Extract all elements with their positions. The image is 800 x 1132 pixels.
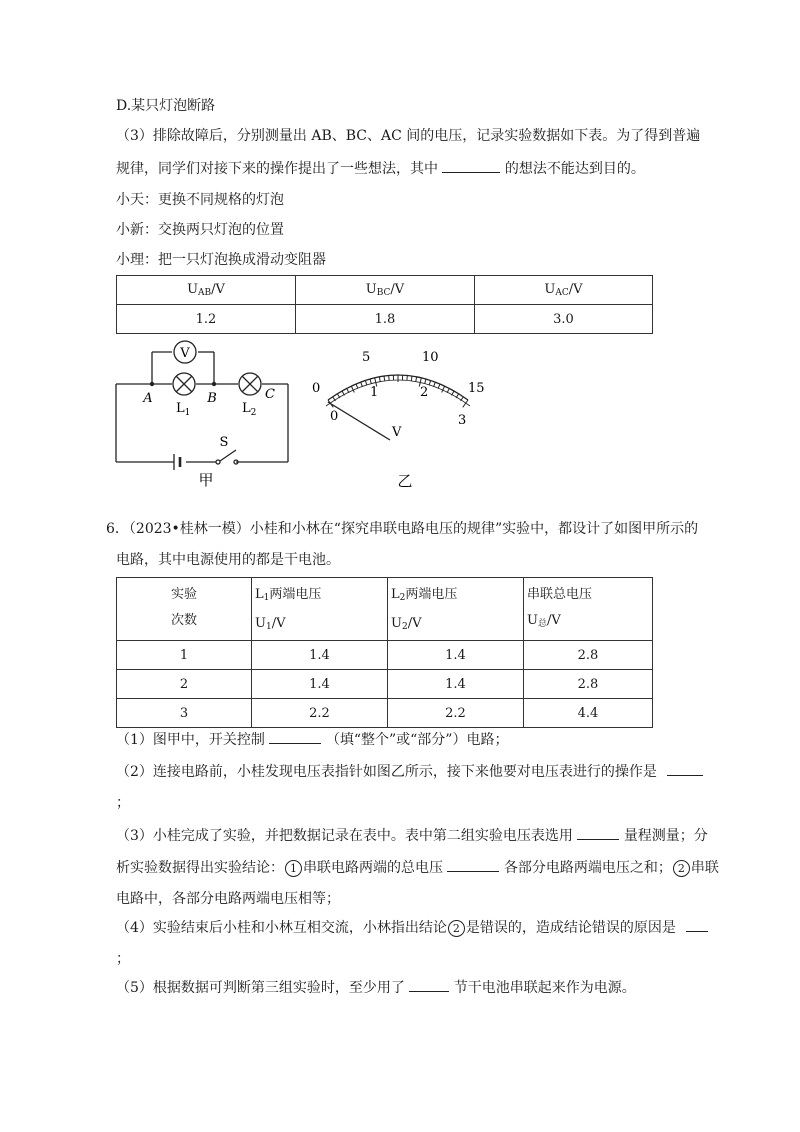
dial-tick <box>361 382 363 387</box>
q6-part4-text-a: （4）实验结束后小桂和小林互相交流，小林指出结论 <box>116 920 447 936</box>
voltmeter-label: V <box>180 346 190 361</box>
answer-blank[interactable] <box>667 761 703 776</box>
circled-number-1: 1 <box>285 860 302 877</box>
lower-scale-3: 3 <box>458 413 467 428</box>
q6-part5 <box>116 977 636 998</box>
header-trial: 实验 次数 <box>117 578 252 641</box>
circled-number-2: 2 <box>673 860 690 877</box>
dial-tick <box>442 386 445 392</box>
q6-part5-text-a: （5）根据数据可判断第三组实验时，至少用了 <box>116 980 405 996</box>
circuit-diagram <box>108 336 298 488</box>
utotal-cell: 4.4 <box>524 699 653 728</box>
q6-part3-line3: 电路中，各部分电路两端电压相等； <box>116 891 340 907</box>
lower-scale-2: 2 <box>420 385 429 400</box>
utotal-cell: 2.8 <box>524 670 653 699</box>
dial-tick <box>356 384 358 389</box>
header-uac: $U_{AC}/V$ <box>475 276 653 305</box>
q6-part3-text-a: （3）小桂完成了实验，并把数据记录在表中。表中第二组实验电压表选用 <box>116 828 573 844</box>
voltage-table-q5 <box>116 275 653 334</box>
lower-scale-0: 0 <box>330 409 339 424</box>
table-header-row <box>117 276 653 305</box>
answer-blank[interactable] <box>447 857 499 872</box>
dial-tick <box>438 384 440 389</box>
header-total: 串联总电压 $U_总/V$ <box>524 578 653 641</box>
u1-cell: 2.2 <box>252 699 388 728</box>
table-row <box>117 699 653 728</box>
q6-part4-semicolon: ； <box>116 951 130 967</box>
header-ubc: $U_{BC}/V$ <box>296 276 475 305</box>
q6-part3-line2 <box>116 857 719 878</box>
option-d: D.某只灯泡断路 <box>116 98 216 114</box>
q6-intro-line1: 6．（2023•桂林一模）小桂和小林在“探究串联电路电压的规律”实验中，都设计了如图甲所示的 <box>106 521 699 537</box>
header-l2: $L_2$两端电压 $U_2/V$ <box>388 578 524 641</box>
dial-tick <box>351 386 354 392</box>
upper-scale-5: 5 <box>362 350 371 365</box>
idea-1: 小天：更换不同规格的灯泡 <box>116 192 284 208</box>
upper-scale-0: 0 <box>312 381 321 396</box>
table-row <box>117 670 653 699</box>
upper-scale-10: 10 <box>422 350 439 365</box>
dial-tick <box>434 382 436 387</box>
q6-part3-text-c: 析实验数据得出实验结论： <box>116 860 284 876</box>
dial-tick <box>411 376 412 381</box>
point-a-label: A <box>143 391 153 406</box>
header-uab: $U_{AB}/V$ <box>117 276 296 305</box>
q5-part3-text-b: 的想法不能达到目的。 <box>504 161 645 177</box>
point-c-label: C <box>265 387 275 402</box>
lower-scale-1: 1 <box>370 385 379 400</box>
figure-jia-label: 甲 <box>198 471 214 488</box>
dial-tick <box>429 380 431 385</box>
idea-3: 小理：把一只灯泡换成滑动变阻器 <box>116 252 326 268</box>
dial-tick <box>365 380 367 385</box>
q6-part2-semicolon: ； <box>116 795 130 811</box>
dial-tick <box>379 377 380 382</box>
q6-part1-text-b: （填“整个”或“部分”）电路； <box>325 732 509 748</box>
q6-part3-text-d: 串联电路两端的总电压 <box>303 860 443 876</box>
q6-part3-line1 <box>116 825 708 846</box>
q6-part3-text-e: 各部分电路两端电压之和； <box>503 860 672 876</box>
answer-blank[interactable] <box>442 158 500 173</box>
dial-unit: V <box>392 425 402 440</box>
answer-blank[interactable] <box>269 729 321 744</box>
value-uac: 3.0 <box>475 305 653 334</box>
q6-part2-text: （2）连接电路前，小桂发现电压表指针如图乙所示，接下来他要对电压表进行的操作是 <box>116 764 657 780</box>
q6-part3-text-f: 串联 <box>690 860 719 876</box>
table-row <box>117 641 653 670</box>
trial-cell: 2 <box>117 670 252 699</box>
q6-intro-line2: 电路，其中电源使用的都是干电池。 <box>116 552 340 568</box>
value-ubc: 1.8 <box>296 305 475 334</box>
u1-cell: 1.4 <box>252 670 388 699</box>
q6-part5-text-b: 节干电池串联起来作为电源。 <box>453 980 636 996</box>
table-header-row <box>117 578 653 641</box>
q6-part1-text-a: （1）图甲中，开关控制 <box>116 732 265 748</box>
voltmeter-dial <box>306 340 496 492</box>
u2-cell: 1.4 <box>388 641 524 670</box>
header-l1: $L_1$两端电压 $U_1/V$ <box>252 578 388 641</box>
switch-label: S <box>219 435 229 450</box>
voltage-table-q6 <box>116 577 653 728</box>
answer-blank[interactable] <box>409 977 449 992</box>
upper-scale-15: 15 <box>468 381 485 396</box>
u2-cell: 2.2 <box>388 699 524 728</box>
dial-tick <box>416 377 417 382</box>
value-uab: 1.2 <box>117 305 296 334</box>
q6-part3-text-b: 量程测量；分 <box>623 828 708 844</box>
q6-part4-text-b: 是错误的，造成结论错误的原因是 <box>465 920 676 936</box>
idea-2: 小新：交换两只灯泡的位置 <box>116 222 284 238</box>
answer-blank[interactable] <box>577 825 619 840</box>
q5-part3-line1: （3）排除故障后，分别测量出 AB、BC、AC 间的电压，记录实验数据如下表。为了得到普遍 <box>116 128 701 144</box>
q6-part2 <box>116 761 703 782</box>
point-b-label: B <box>207 391 217 406</box>
lamp2-label: $L_2$ <box>242 401 257 418</box>
dial-tick <box>425 379 426 384</box>
dial-tick <box>384 376 385 381</box>
q5-part3-text-a: 规律，同学们对接下来的操作提出了一些想法，其中 <box>116 161 438 177</box>
trial-cell: 1 <box>117 641 252 670</box>
trial-cell: 3 <box>117 699 252 728</box>
dial-tick <box>370 379 371 384</box>
table-row <box>117 305 653 334</box>
utotal-cell: 2.8 <box>524 641 653 670</box>
u1-cell: 1.4 <box>252 641 388 670</box>
u2-cell: 1.4 <box>388 670 524 699</box>
answer-blank[interactable] <box>686 917 708 932</box>
q6-part4 <box>116 917 708 938</box>
q6-part1 <box>116 729 508 750</box>
q5-part3-line2 <box>116 158 645 179</box>
lamp1-label: $L_1$ <box>176 401 191 418</box>
figure-yi-label: 乙 <box>397 472 413 490</box>
circled-number-2: 2 <box>448 920 465 937</box>
